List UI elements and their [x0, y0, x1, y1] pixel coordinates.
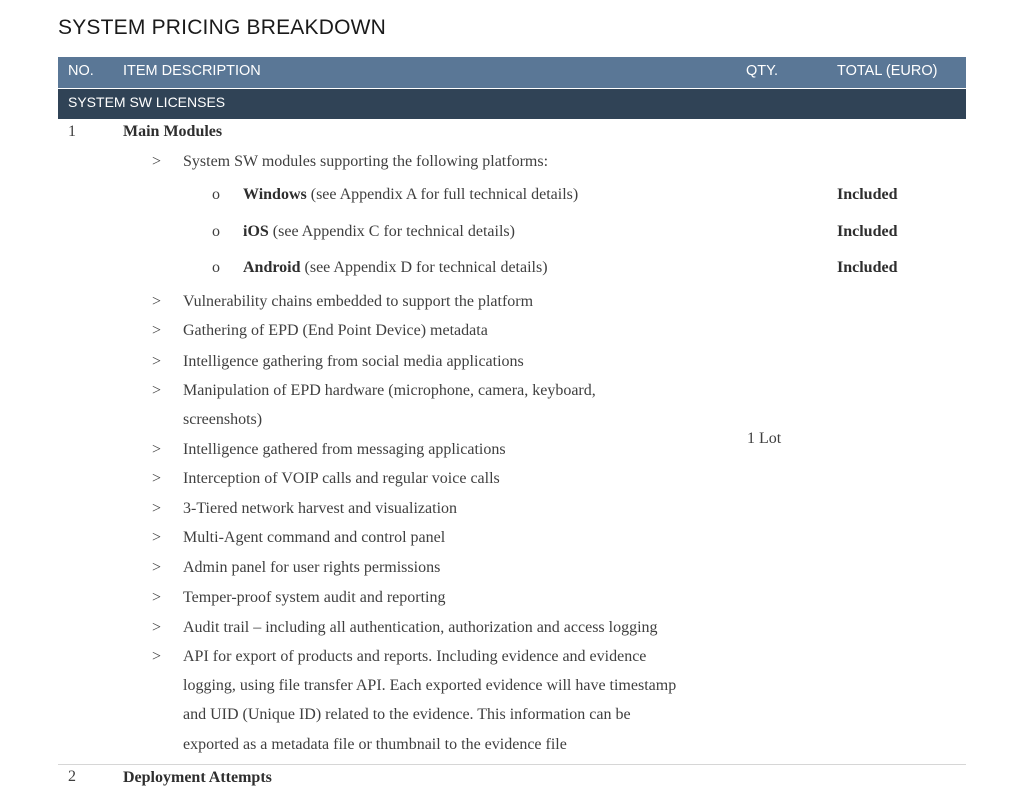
- item-title: Main Modules: [123, 123, 223, 140]
- platform-total: Included: [837, 186, 898, 203]
- column-header-no: NO.: [68, 63, 94, 79]
- bullet-text: Vulnerability chains embedded to support the platform: [183, 293, 534, 310]
- item-title: Deployment Attempts: [123, 769, 272, 786]
- bullet-text: Temper-proof system audit and reporting: [183, 589, 446, 606]
- arrow-bullet-icon: >: [152, 322, 162, 339]
- bullet-text-continued: screenshots): [183, 411, 263, 428]
- column-header-description: ITEM DESCRIPTION: [123, 63, 261, 79]
- platforms-intro: System SW modules supporting the following platforms:: [183, 153, 549, 170]
- arrow-bullet-icon: >: [152, 441, 162, 458]
- platform-desc: (see Appendix C for technical details): [268, 223, 515, 240]
- bullet-text-continued: logging, using file transfer API. Each exported evidence will have timestamp: [183, 677, 677, 694]
- arrow-bullet-icon: >: [152, 589, 162, 606]
- arrow-bullet-icon: >: [152, 470, 162, 487]
- bullet-text-continued: and UID (Unique ID) related to the evidence. This information can be: [183, 706, 631, 723]
- circle-bullet-icon: o: [212, 186, 220, 203]
- page-title: SYSTEM PRICING BREAKDOWN: [58, 16, 387, 39]
- bullet-text: Intelligence gathering from social media applications: [183, 353, 524, 370]
- arrow-bullet-icon: >: [152, 619, 162, 636]
- arrow-bullet-icon: >: [152, 559, 162, 576]
- item-qty: 1 Lot: [747, 430, 782, 447]
- platform-total: Included: [837, 259, 898, 276]
- bullet-text: 3-Tiered network harvest and visualization: [183, 500, 458, 517]
- bullet-text-continued: exported as a metadata file or thumbnail to the evidence file: [183, 736, 567, 753]
- bullet-text: API for export of products and reports. Including evidence and evidence: [183, 648, 647, 665]
- arrow-bullet-icon: >: [152, 293, 162, 310]
- platform-ios: [243, 223, 515, 241]
- arrow-bullet-icon: >: [152, 500, 162, 517]
- row-divider: [58, 764, 966, 765]
- table-header: [58, 57, 966, 88]
- item-number: 2: [68, 768, 76, 785]
- section-header: [58, 89, 966, 119]
- bullet-text: Audit trail – including all authentication, authorization and access logging: [183, 619, 658, 636]
- platform-name: Windows: [243, 186, 307, 203]
- platform-name: iOS: [243, 223, 269, 240]
- circle-bullet-icon: o: [212, 259, 220, 276]
- platform-desc: (see Appendix D for technical details): [300, 259, 548, 276]
- bullet-text: Manipulation of EPD hardware (microphone, camera, keyboard,: [183, 382, 596, 399]
- platform-desc: (see Appendix A for full technical details): [306, 186, 579, 203]
- column-header-qty: QTY.: [746, 63, 778, 79]
- arrow-bullet-icon: >: [152, 382, 162, 399]
- arrow-bullet-icon: >: [152, 648, 162, 665]
- bullet-text: Admin panel for user rights permissions: [183, 559, 441, 576]
- platform-windows: [243, 186, 578, 204]
- arrow-bullet-icon: >: [152, 153, 162, 170]
- bullet-text: Intelligence gathered from messaging applications: [183, 441, 506, 458]
- bullet-text: Multi-Agent command and control panel: [183, 529, 446, 546]
- platform-name: Android: [243, 259, 301, 276]
- section-title: SYSTEM SW LICENSES: [68, 94, 226, 110]
- circle-bullet-icon: o: [212, 223, 220, 240]
- column-header-total: TOTAL (EURO): [837, 63, 938, 79]
- platform-android: [243, 259, 548, 277]
- arrow-bullet-icon: >: [152, 529, 162, 546]
- platform-total: Included: [837, 223, 898, 240]
- bullet-text: Gathering of EPD (End Point Device) metadata: [183, 322, 488, 339]
- bullet-text: Interception of VOIP calls and regular voice calls: [183, 470, 500, 487]
- arrow-bullet-icon: >: [152, 353, 162, 370]
- item-number: 1: [68, 123, 76, 140]
